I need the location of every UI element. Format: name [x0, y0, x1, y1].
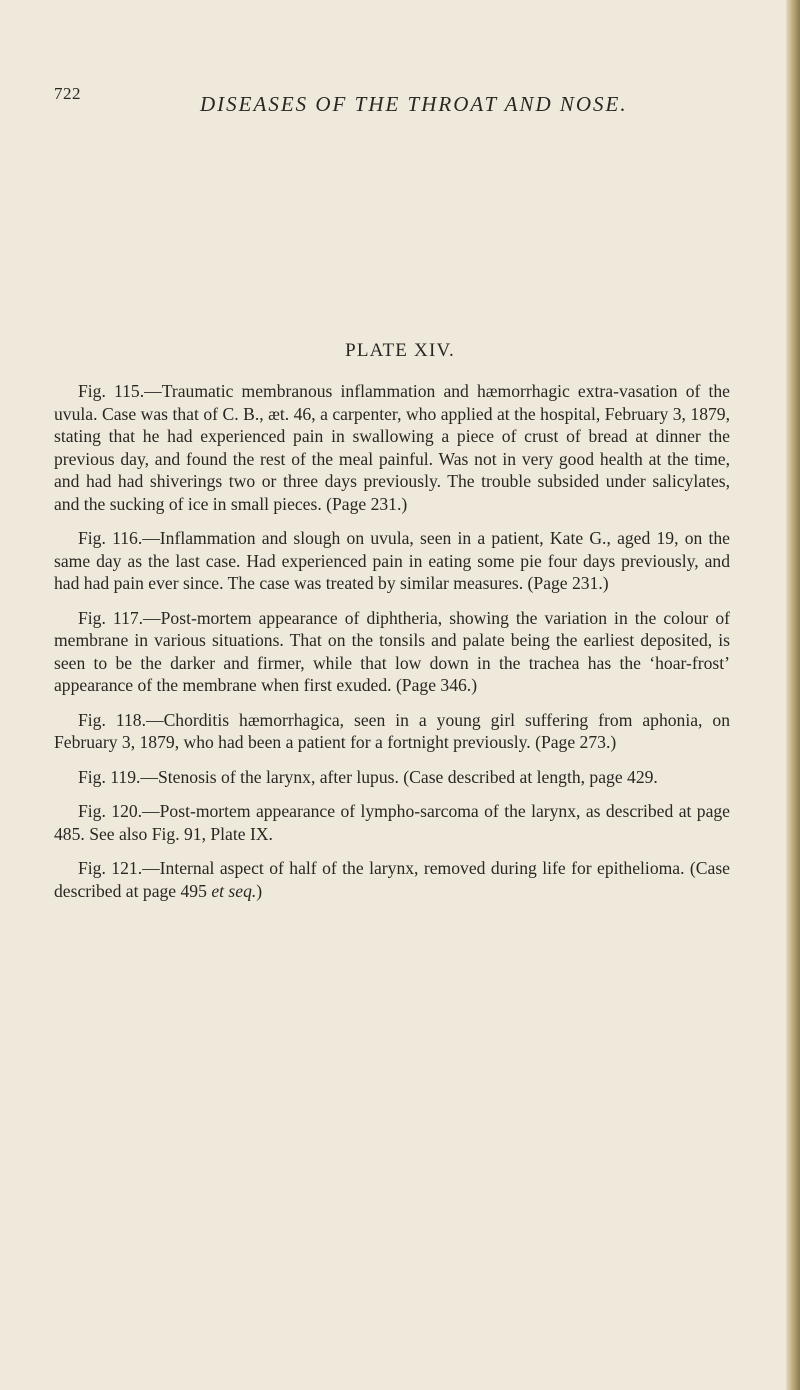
fig-121-caption-italic: et seq. — [211, 880, 257, 901]
page-number: 722 — [54, 84, 81, 103]
fig-121-caption-main: Fig. 121.—Internal aspect of half of the larynx, removed during life for epithelioma. (Case described at page 495 — [54, 858, 730, 901]
fig-121-caption-end: ) — [256, 880, 263, 901]
fig-118-caption: Fig. 118.—Chorditis hæmorrhagica, seen in a young girl suffering from aphonia, on February 3, 1879, who had been a patient for a fortnight previously. (Page 273.) — [54, 709, 730, 752]
fig-115-caption: Fig. 115.—Traumatic membranous inflammation and hæmorrhagic extra-vasation of the uvula. Case was that of C. B., æt. 46, a carpenter, who applied at the hospital, February 3, 1879, stating that he had experienced pain in swallowing a piece of crust of bread at dinner the previous day, and found the rest of the meal painful. Was not in very good health at the time, and had had shiverings two or three days previously. The trouble subsided under salicylates, and the sucking of ice in small pieces. (Page 231.) — [54, 381, 730, 514]
page-edge-shadow — [786, 0, 800, 1390]
fig-119-caption: Fig. 119.—Stenosis of the larynx, after lupus. (Case described at length, page 429. — [78, 766, 658, 787]
fig-117-caption: Fig. 117.—Post-mortem appearance of diphtheria, showing the variation in the colour of membrane in various situations. That on the tonsils and palate being the earliest deposited, is seen to be the darker and firmer, while that low down in the trachea has the ‘hoar-frost’ appearance of the membrane when first exuded. (Page 346.) — [54, 607, 730, 695]
plate-title: PLATE XIV. — [345, 340, 455, 361]
page-header — [0, 84, 800, 124]
fig-120-caption: Fig. 120.—Post-mortem appearance of lympho-sarcoma of the larynx, as described at page 485. See also Fig. 91, Plate IX. — [54, 801, 730, 844]
fig-116-caption: Fig. 116.—Inflammation and slough on uvula, seen in a patient, Kate G., aged 19, on the same day as the last case. Had experienced pain in eating some pie four days previously, and had had pain ever since. The case was treated by similar measures. (Page 231.) — [54, 528, 730, 593]
figure-captions — [54, 380, 730, 914]
running-head: DISEASES OF THE THROAT AND NOSE. — [200, 92, 628, 116]
fig-121-caption — [54, 857, 730, 902]
